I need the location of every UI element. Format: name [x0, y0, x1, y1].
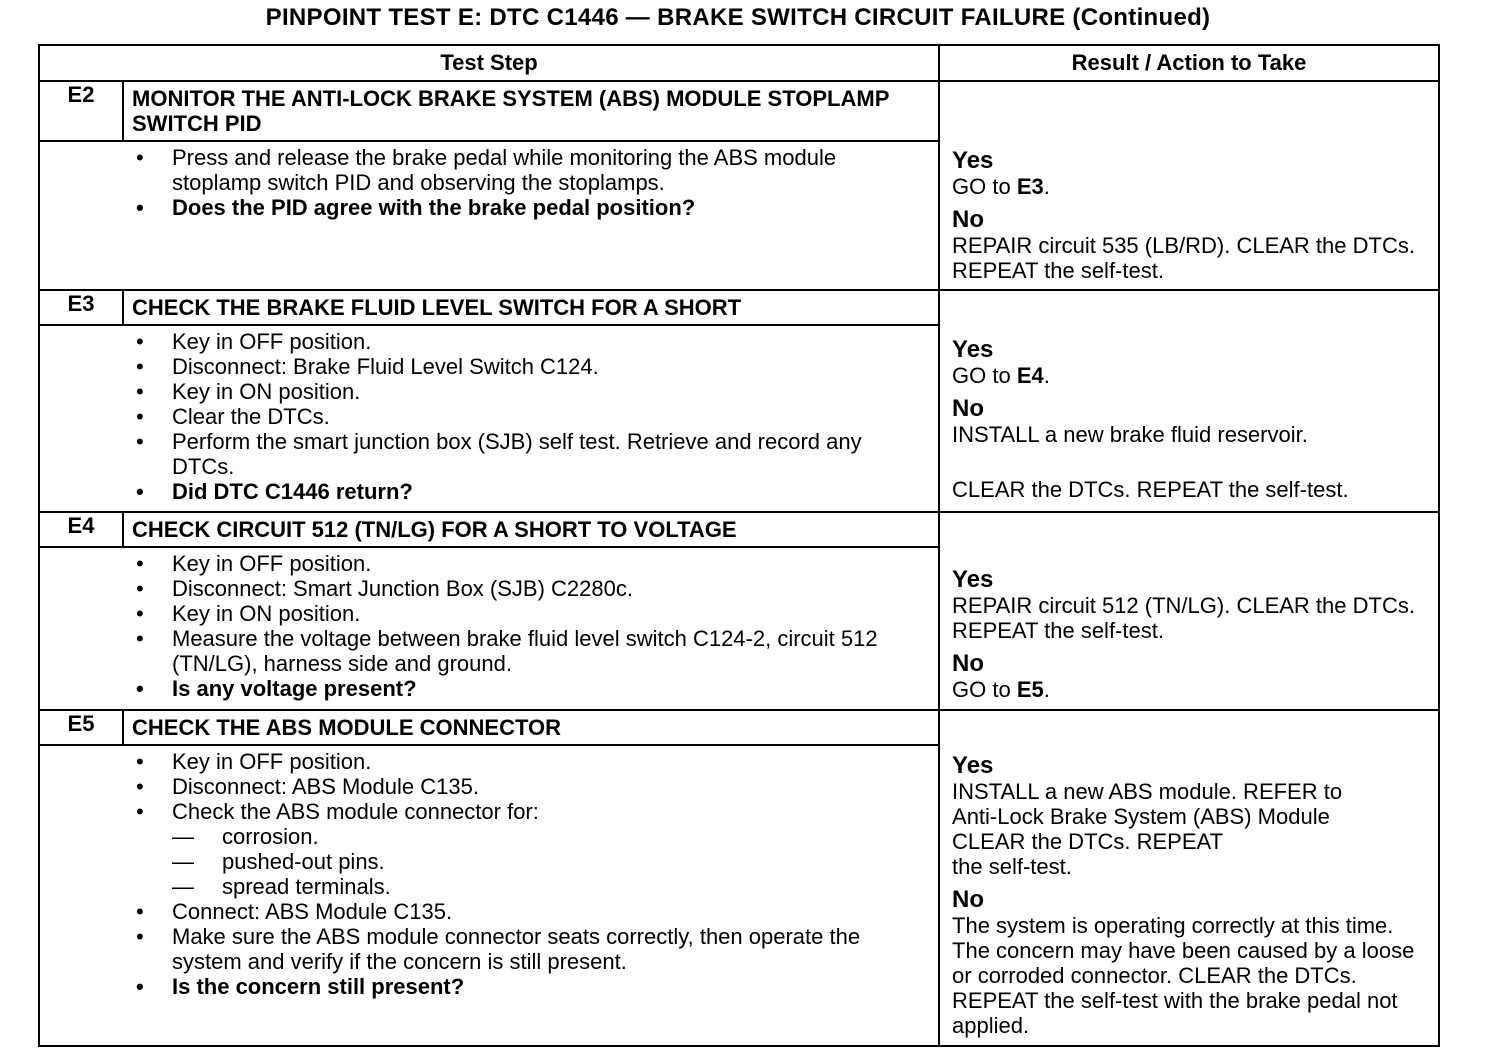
step-list-e4: [40, 551, 930, 701]
list-item: • Key in OFF position.: [40, 551, 930, 576]
table-header-row: [39, 45, 1439, 81]
step-heading-row-e3: [39, 290, 1439, 325]
step-body-e2: [39, 141, 939, 290]
pinpoint-test-table: [38, 44, 1440, 1047]
yes-action-e4: REPAIR circuit 512 (TN/LG). CLEAR the DTCs. REPEAT the self-test.: [952, 593, 1415, 643]
no-action-e2: REPAIR circuit 535 (LB/RD). CLEAR the DTCs. REPEAT the self-test.: [952, 233, 1415, 283]
header-result: Result / Action to Take: [939, 45, 1439, 81]
result-cell-e2: [939, 81, 1439, 290]
page-title: PINPOINT TEST E: DTC C1446 — BRAKE SWITCH CIRCUIT FAILURE (Continued): [265, 4, 1211, 31]
step-heading-row-e4: [39, 512, 1439, 547]
no-action-e3-followup: CLEAR the DTCs. REPEAT the self-test.: [952, 477, 1349, 502]
list-item: • Disconnect: Brake Fluid Level Switch C124.: [40, 354, 930, 379]
step-body-e4: [39, 547, 939, 710]
step-list-e3: [40, 329, 930, 504]
step-list-e5: [40, 749, 930, 999]
no-action-e3: INSTALL a new brake fluid reservoir.: [952, 422, 1308, 447]
list-item: • Disconnect: Smart Junction Box (SJB) C2280c.: [40, 576, 930, 601]
step-heading-row-e2: [39, 81, 1439, 141]
yes-action-e2: GO to E3.: [952, 174, 1050, 199]
step-question: • Did DTC C1446 return?: [40, 479, 930, 504]
step-id-e3: E3: [39, 290, 123, 325]
step-question: • Is any voltage present?: [40, 676, 930, 701]
list-item: • Disconnect: ABS Module C135.: [40, 774, 930, 799]
yes-action-e3: GO to E4.: [952, 363, 1050, 388]
list-item: • Make sure the ABS module connector seats correctly, then operate the system and verify if the concern is still present.: [40, 924, 930, 974]
no-action-e5: The system is operating correctly at this time. The concern may have been caused by a loose or corroded connector. CLEAR the DTCs. REPEAT the self-test with the brake pedal not applied.: [952, 913, 1415, 1038]
sub-list-item: — spread terminals.: [40, 874, 930, 899]
yes-action-e5-line-1: INSTALL a new ABS module. REFER to: [952, 779, 1343, 804]
step-heading-e3: CHECK THE BRAKE FLUID LEVEL SWITCH FOR A SHORT: [123, 290, 939, 325]
yes-label-e4: Yes: [952, 566, 994, 593]
no-action-e4: GO to E5.: [952, 677, 1050, 702]
list-item: • Key in ON position.: [40, 601, 930, 626]
list-item: • Key in OFF position.: [40, 749, 930, 774]
list-item: • Key in ON position.: [40, 379, 930, 404]
step-heading-e4: CHECK CIRCUIT 512 (TN/LG) FOR A SHORT TO VOLTAGE: [123, 512, 939, 547]
no-label-e4: No: [952, 650, 985, 677]
list-item: • Measure the voltage between brake fluid level switch C124-2, circuit 512 (TN/LG), harness side and ground.: [40, 626, 930, 676]
yes-action-e5-line-3: CLEAR the DTCs. REPEAT: [952, 829, 1224, 854]
no-label-e3: No: [952, 395, 985, 422]
step-heading-e2: MONITOR THE ANTI-LOCK BRAKE SYSTEM (ABS) MODULE STOPLAMP SWITCH PID: [123, 81, 939, 141]
no-label-e2: No: [952, 206, 985, 233]
yes-label-e5: Yes: [952, 752, 994, 779]
list-item: • Key in OFF position.: [40, 329, 930, 354]
step-heading-e5: CHECK THE ABS MODULE CONNECTOR: [123, 710, 939, 745]
yes-label-e2: Yes: [952, 147, 994, 174]
result-cell-e3: [939, 290, 1439, 512]
step-body-e5: [39, 745, 939, 1046]
step-question: • Does the PID agree with the brake pedal position?: [40, 195, 930, 220]
list-item: • Press and release the brake pedal while monitoring the ABS module stoplamp switch PID and observing the stoplamps.: [40, 145, 930, 195]
list-item: • Check the ABS module connector for:: [40, 799, 930, 824]
yes-label-e3: Yes: [952, 336, 994, 363]
yes-action-e5-line-2: Anti-Lock Brake System (ABS) Module: [952, 804, 1330, 829]
header-test-step: Test Step: [39, 45, 939, 81]
step-id-e5: E5: [39, 710, 123, 745]
step-list-e2: [40, 145, 930, 220]
yes-action-e5-line-4: the self-test.: [952, 854, 1072, 879]
step-id-e4: E4: [39, 512, 123, 547]
list-item: • Perform the smart junction box (SJB) self test. Retrieve and record any DTCs.: [40, 429, 930, 479]
step-heading-row-e5: [39, 710, 1439, 745]
result-cell-e4: [939, 512, 1439, 710]
sub-list-item: — corrosion.: [40, 824, 930, 849]
result-cell-e5: [939, 710, 1439, 1046]
list-item: • Connect: ABS Module C135.: [40, 899, 930, 924]
sub-list-item: — pushed-out pins.: [40, 849, 930, 874]
step-id-e2: E2: [39, 81, 123, 141]
step-body-e3: [39, 325, 939, 512]
no-label-e5: No: [952, 886, 985, 913]
list-item: • Clear the DTCs.: [40, 404, 930, 429]
step-question: • Is the concern still present?: [40, 974, 930, 999]
